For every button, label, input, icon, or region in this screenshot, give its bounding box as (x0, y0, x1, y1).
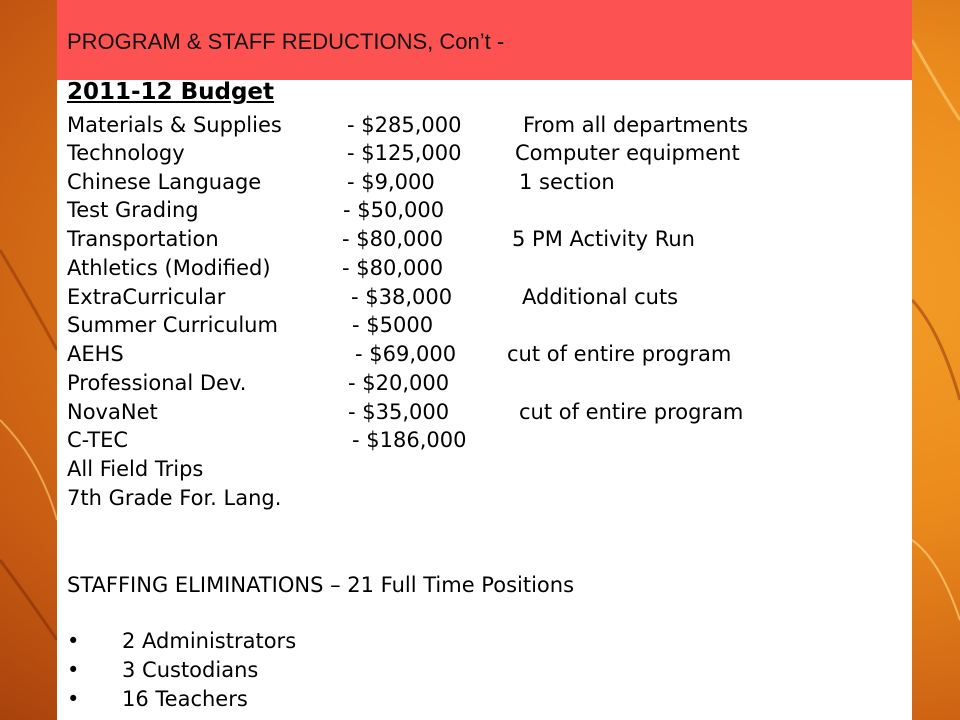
staffing-item-label: 3 Custodians (122, 658, 259, 682)
budget-item: C-TEC (67, 428, 129, 452)
budget-note: From all departments (523, 113, 749, 137)
budget-item: NovaNet (67, 400, 158, 424)
budget-row (67, 170, 907, 198)
budget-amount: - $35,000 (348, 400, 450, 424)
budget-row (67, 113, 907, 141)
budget-row (67, 256, 907, 284)
budget-row (67, 371, 907, 399)
bullet-icon: • (67, 629, 80, 653)
budget-note: cut of entire program (519, 400, 744, 424)
budget-item: Professional Dev. (67, 371, 247, 395)
budget-row (67, 285, 907, 313)
staffing-item-label: 16 Teachers (122, 687, 248, 711)
budget-note: Additional cuts (522, 285, 679, 309)
budget-row (67, 400, 907, 428)
budget-item: Athletics (Modified) (67, 256, 271, 280)
budget-item: Chinese Language (67, 170, 262, 194)
budget-note: 1 section (519, 170, 615, 194)
budget-row (67, 227, 907, 255)
staffing-heading: STAFFING ELIMINATIONS – 21 Full Time Positions (67, 573, 575, 597)
budget-amount: - $38,000 (351, 285, 453, 309)
budget-row (67, 342, 907, 370)
budget-row (67, 313, 907, 341)
budget-amount: - $125,000 (347, 141, 462, 165)
budget-amount: - $9,000 (347, 170, 435, 194)
staffing-item-label: 2 Administrators (122, 629, 297, 653)
budget-note: 5 PM Activity Run (512, 227, 695, 251)
header-bar (57, 0, 912, 80)
budget-amount: - $285,000 (347, 113, 462, 137)
budget-item: AEHS (67, 342, 124, 366)
budget-note: Computer equipment (515, 141, 740, 165)
slide-panel (57, 0, 912, 720)
budget-row (67, 198, 907, 226)
budget-title: 2011-12 Budget (67, 79, 274, 105)
bullet-icon: • (67, 658, 80, 682)
page-title: PROGRAM & STAFF REDUCTIONS, Con’t - (67, 29, 505, 54)
budget-item: Transportation (67, 227, 219, 251)
budget-amount: - $80,000 (342, 256, 444, 280)
budget-amount: - $69,000 (355, 342, 457, 366)
budget-row (67, 141, 907, 169)
budget-row (67, 428, 907, 456)
budget-item: ExtraCurricular (67, 285, 226, 309)
budget-amount: - $5000 (352, 313, 434, 337)
budget-item: Test Grading (67, 198, 199, 222)
budget-note: cut of entire program (507, 342, 732, 366)
budget-item: Technology (67, 141, 185, 165)
budget-item: Materials & Supplies (67, 113, 282, 137)
budget-item: Summer Curriculum (67, 313, 278, 337)
budget-amount: - $80,000 (342, 227, 444, 251)
bullet-icon: • (67, 687, 80, 711)
budget-amount: - $20,000 (348, 371, 450, 395)
budget-amount: - $50,000 (343, 198, 445, 222)
budget-extra-item: 7th Grade For. Lang. (67, 486, 282, 510)
budget-extra-item: All Field Trips (67, 457, 204, 481)
budget-amount: - $186,000 (352, 428, 467, 452)
